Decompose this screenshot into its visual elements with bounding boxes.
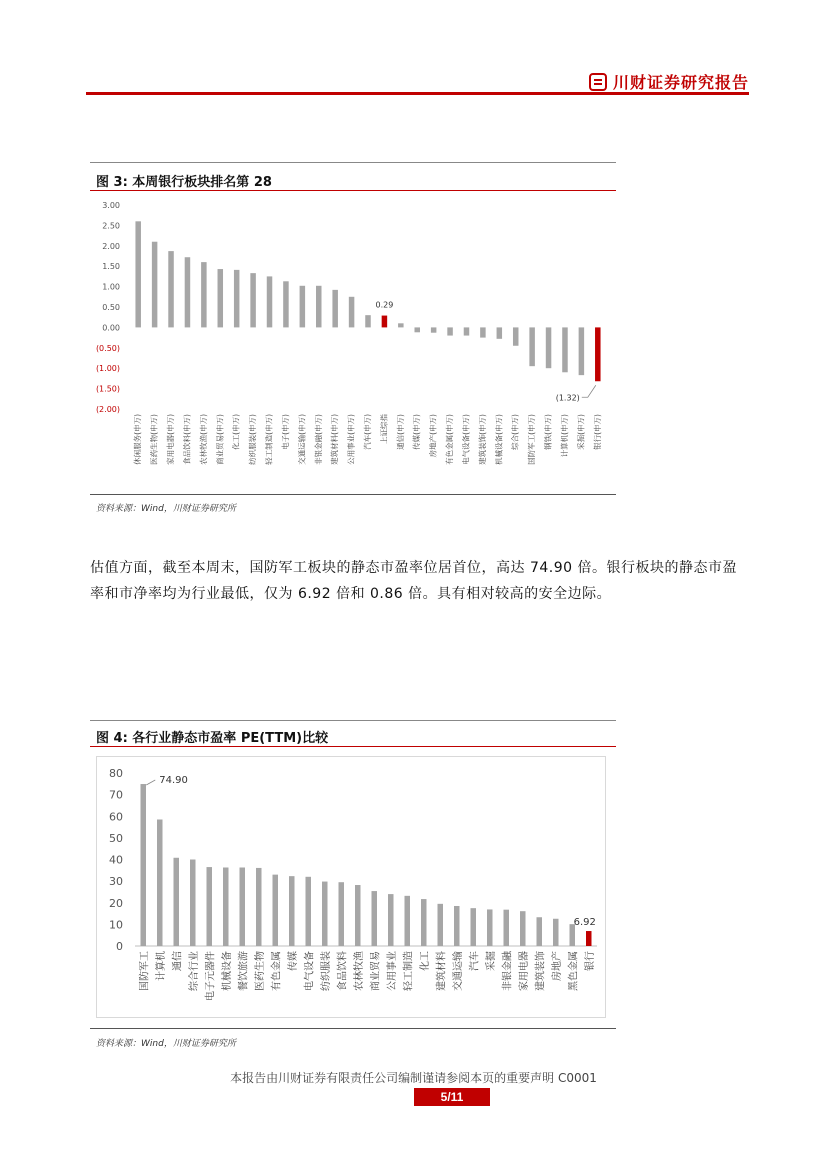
- bar: [562, 327, 568, 372]
- y-tick-label: 1.00: [102, 282, 120, 292]
- data-label: 74.90: [159, 775, 188, 787]
- bar: [190, 860, 196, 947]
- figure3-chart: [90, 195, 616, 494]
- data-label-leader: [146, 780, 155, 785]
- x-tick-label: 银行(申万): [592, 414, 602, 450]
- bar: [355, 885, 361, 946]
- bar: [553, 919, 559, 946]
- bar: [365, 315, 371, 327]
- y-tick-label: 10: [109, 918, 123, 932]
- x-tick-label: 传媒(申万): [412, 414, 422, 450]
- x-tick-label: 上证综指: [379, 414, 389, 444]
- x-tick-label: 钢铁(申万): [543, 414, 553, 450]
- bar: [382, 316, 388, 328]
- footer-disclaimer: 本报告由川财证券有限责任公司编制谨请参阅本页的重要声明 C0001: [230, 1071, 597, 1085]
- data-label-leader: [582, 385, 596, 397]
- data-label: 6.92: [573, 917, 596, 929]
- x-tick-label: 房地产: [551, 951, 563, 981]
- bar: [464, 327, 470, 335]
- bar: [414, 327, 420, 332]
- x-tick-label: 综合行业: [188, 951, 200, 991]
- bar: [454, 906, 460, 946]
- x-tick-label: 计算机: [155, 951, 167, 981]
- bar: [504, 910, 510, 946]
- x-tick-label: 轻工制造(申万): [264, 414, 274, 465]
- x-tick-label: 轻工制造: [403, 951, 415, 991]
- bar: [421, 899, 427, 946]
- x-tick-label: 综合(申万): [510, 414, 520, 450]
- valuation-paragraph: 估值方面，截至本周末，国防军工板块的静态市盈率位居首位，高达 74.90 倍。银行板块的静态市盈率和市净率均为行业最低，仅为 6.92 倍和 0.86 倍。具有相对较高的安全边际。: [90, 560, 737, 602]
- bar: [546, 327, 552, 368]
- y-tick-label: 1.50: [102, 262, 120, 272]
- data-label: (1.32): [555, 393, 580, 403]
- x-tick-label: 商业贸易(申万): [215, 414, 225, 465]
- y-tick-label: 2.50: [102, 221, 120, 231]
- x-tick-label: 电子(申万): [280, 414, 290, 450]
- y-tick-label: 20: [109, 896, 123, 910]
- x-tick-label: 非银金融: [502, 951, 514, 991]
- bar: [174, 858, 180, 946]
- figure3-chart-svg: [90, 195, 616, 490]
- y-tick-label: 0: [116, 940, 123, 953]
- bar: [513, 327, 519, 345]
- x-tick-label: 采掘: [485, 951, 497, 971]
- bar: [332, 290, 338, 328]
- bar: [152, 242, 158, 328]
- y-tick-label: 0.50: [102, 303, 120, 312]
- bar: [256, 868, 262, 946]
- figure4-bottom-rule: [90, 1028, 616, 1029]
- x-tick-label: 通信(申万): [395, 414, 405, 450]
- x-tick-label: 电气设备(申万): [461, 414, 471, 465]
- x-tick-label: 公用事业(申万): [346, 414, 356, 465]
- x-tick-label: 有色金属: [271, 951, 283, 991]
- x-tick-label: 公用事业: [386, 951, 398, 991]
- x-tick-label: 房地产(申万): [428, 414, 438, 458]
- bar: [250, 273, 256, 327]
- y-tick-label: 3.00: [102, 201, 120, 210]
- bar: [497, 327, 503, 338]
- figure4-source: 资料来源：Wind，川财证券研究所: [96, 1039, 236, 1049]
- y-tick-label: 2.00: [102, 241, 120, 251]
- y-tick-label: 0.00: [102, 323, 120, 333]
- bar: [207, 867, 213, 946]
- x-tick-label: 家用电器(申万): [166, 414, 176, 465]
- bar: [157, 819, 163, 946]
- bar: [405, 896, 411, 946]
- bar: [388, 894, 394, 946]
- figure4-title-rule: [90, 746, 616, 747]
- data-label: 0.29: [375, 300, 394, 310]
- x-tick-label: 银行: [584, 951, 596, 971]
- bar: [185, 257, 191, 327]
- x-tick-label: 汽车(申万): [363, 414, 372, 450]
- x-tick-label: 采掘(申万): [576, 413, 586, 450]
- x-tick-label: 机械设备(申万): [494, 414, 504, 465]
- figure4-title: 图 4: 各行业静态市盈率 PE(TTM)比较: [96, 731, 329, 746]
- x-tick-label: 汽车: [469, 951, 481, 971]
- y-tick-label: 30: [109, 875, 123, 889]
- bar: [240, 868, 246, 946]
- bar: [316, 286, 322, 328]
- bar: [339, 882, 345, 946]
- bar: [398, 323, 404, 327]
- bar: [141, 784, 147, 946]
- bar: [349, 297, 355, 328]
- figure3-bottom-rule: [90, 494, 616, 495]
- x-tick-label: 通信: [172, 951, 184, 971]
- figure4-chart-svg: [97, 757, 605, 1017]
- bar: [487, 909, 493, 946]
- x-tick-label: 国防军工(申万): [527, 414, 537, 465]
- y-tick-label: (2.00): [95, 405, 120, 414]
- x-tick-label: 交通运输(申万): [297, 414, 307, 465]
- bar: [447, 327, 453, 335]
- bar: [168, 251, 174, 327]
- x-tick-label: 非银金融(申万): [313, 414, 323, 465]
- brand-name: 川财证券研究报告: [612, 73, 749, 92]
- x-tick-label: 农林牧渔(申万): [198, 414, 208, 465]
- x-tick-label: 有色金属(申万): [445, 414, 455, 465]
- bar: [283, 281, 289, 327]
- y-tick-label: (1.50): [95, 384, 120, 394]
- y-tick-label: 80: [109, 767, 123, 780]
- chuancai-logo-icon: [589, 73, 607, 91]
- y-tick-label: 50: [109, 831, 123, 845]
- x-tick-label: 建筑材料: [436, 951, 448, 991]
- bar: [322, 882, 328, 946]
- bar: [267, 276, 273, 327]
- bar: [438, 904, 444, 946]
- figure4-top-rule: [90, 720, 616, 721]
- bar: [529, 327, 535, 366]
- x-tick-label: 家用电器: [518, 951, 530, 991]
- bar: [135, 221, 141, 327]
- bar: [537, 917, 543, 946]
- x-tick-label: 建筑材料(申万): [330, 414, 340, 465]
- header-rule: [86, 92, 749, 95]
- x-tick-label: 国防军工: [139, 951, 151, 991]
- x-tick-label: 化工(申万): [231, 414, 241, 450]
- bar: [306, 877, 312, 946]
- figure3-top-rule: [90, 162, 616, 163]
- x-tick-label: 交通运输: [452, 951, 464, 991]
- x-tick-label: 医药生物: [254, 951, 266, 991]
- x-tick-label: 机械设备: [221, 951, 233, 991]
- header-brand: [589, 70, 749, 93]
- figure3-title: 图 3: 本周银行板块排名第 28: [96, 175, 272, 190]
- x-tick-label: 计算机(申万): [559, 414, 569, 458]
- bar: [300, 286, 306, 328]
- bar: [471, 908, 477, 946]
- x-tick-label: 纺织服装(申万): [248, 414, 258, 465]
- x-tick-label: 餐饮旅游: [238, 951, 250, 991]
- x-tick-label: 食品饮料(申万): [182, 414, 192, 465]
- bar: [480, 327, 486, 337]
- bar: [579, 327, 585, 375]
- y-tick-label: (0.50): [95, 343, 120, 353]
- bar: [431, 327, 437, 332]
- figure3-source: 资料来源：Wind，川财证券研究所: [96, 504, 236, 514]
- bar: [586, 931, 592, 946]
- x-tick-label: 传媒: [287, 951, 299, 971]
- bar: [289, 876, 295, 946]
- x-tick-label: 化工: [419, 951, 431, 971]
- x-tick-label: 纺织服装: [320, 951, 332, 991]
- bar: [201, 262, 207, 327]
- y-tick-label: (1.00): [95, 364, 120, 374]
- x-tick-label: 休闲服务(申万): [133, 414, 143, 465]
- bar: [372, 891, 378, 946]
- figure4-chart: [96, 756, 606, 1018]
- x-tick-label: 农林牧渔: [353, 951, 365, 991]
- x-tick-label: 食品饮料: [337, 951, 349, 991]
- figure3-title-rule: [90, 190, 616, 191]
- x-tick-label: 建筑装饰(申万): [477, 414, 487, 465]
- y-tick-label: 40: [109, 853, 123, 867]
- y-tick-label: 70: [109, 788, 123, 802]
- page-number: 5/11: [414, 1088, 490, 1106]
- x-tick-label: 建筑装饰: [535, 951, 547, 991]
- bar: [223, 868, 229, 946]
- x-tick-label: 医药生物(申万): [149, 414, 159, 465]
- y-tick-label: 60: [109, 810, 123, 824]
- bar: [595, 327, 601, 381]
- bar: [520, 911, 526, 946]
- x-tick-label: 商业贸易: [370, 951, 382, 991]
- x-tick-label: 电气设备: [304, 951, 316, 991]
- bar: [234, 270, 240, 328]
- x-tick-label: 电子元器件: [205, 951, 217, 1001]
- bar: [273, 875, 279, 946]
- bar: [218, 269, 224, 327]
- x-tick-label: 黑色金属: [568, 951, 580, 991]
